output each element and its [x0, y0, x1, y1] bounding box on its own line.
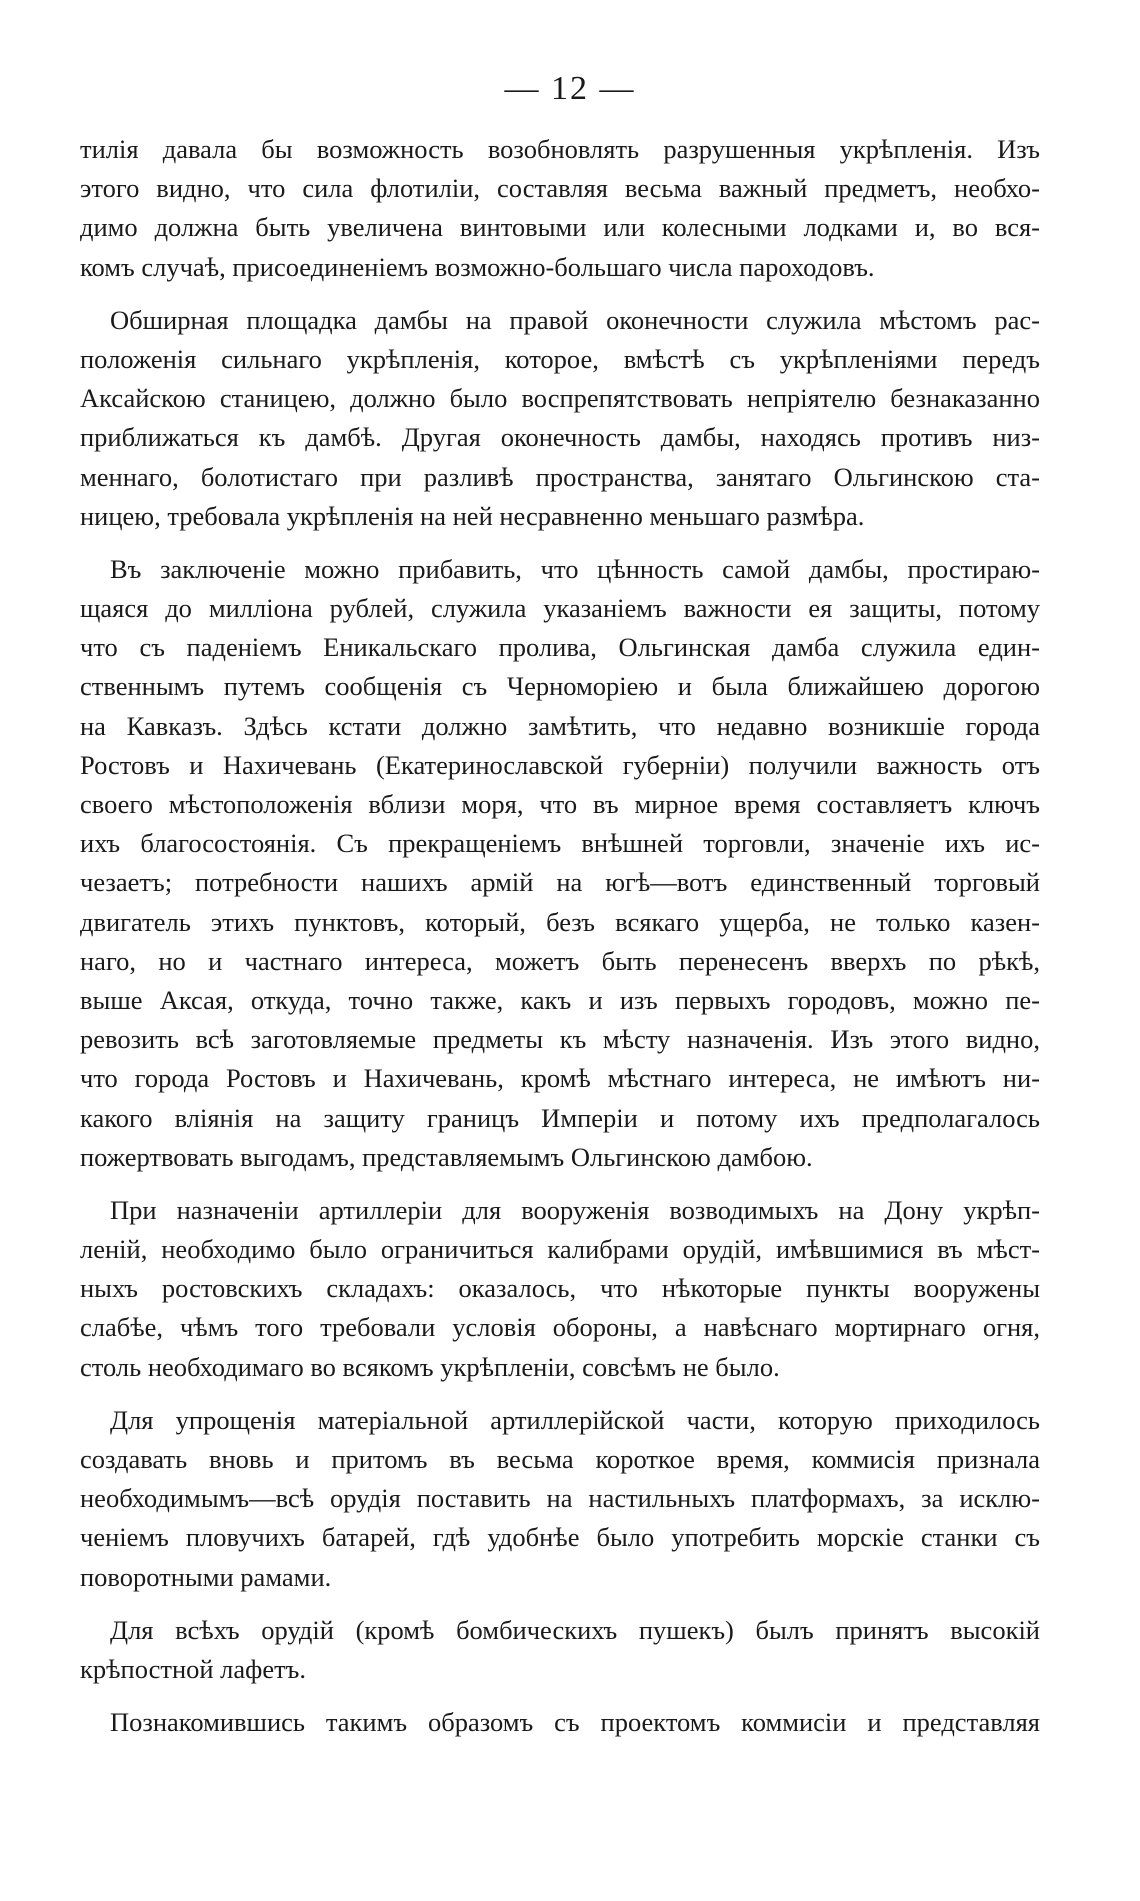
text-line: наго, но и частнаго интереса, можетъ быть перенесенъ вверхъ по рѣкѣ, [80, 945, 1040, 976]
text-line: меннаго, болотистаго при разливѣ пространства, занятаго Ольгинскою ста- [80, 461, 1040, 492]
text-line: на Кавказъ. Здѣсь кстати должно замѣтить, что недавно возникшіе города [80, 710, 1040, 741]
text-line: слабѣе, чѣмъ того требовали условія обороны, а навѣснаго мортирнаго огня, [80, 1312, 1040, 1343]
text-line: Въ заключеніе можно прибавить, что цѣнность самой дамбы, простираю- [110, 553, 1040, 584]
text-line: двигатель этихъ пунктовъ, который, безъ всякаго ущерба, не только казен- [80, 906, 1040, 937]
text-line: необходимымъ—всѣ орудія поставить на настильныхъ платформахъ, за исклю- [80, 1483, 1040, 1514]
text-line: Обширная площадка дамбы на правой оконечности служила мѣстомъ рас- [110, 304, 1040, 335]
text-line: щаяся до милліона рублей, служила указаніемъ важности ея защиты, потому [80, 593, 1040, 624]
text-line: ревозить всѣ заготовляемые предметы къ мѣсту назначенія. Изъ этого видно, [80, 1024, 1040, 1055]
text-line: ственнымъ путемъ сообщенія съ Черноморіею и была ближайшею дорогою [80, 671, 1040, 702]
text-line: ныхъ ростовскихъ складахъ: оказалось, что нѣкоторые пункты вооружены [80, 1273, 1040, 1304]
text-line: столь необходимаго во всякомъ укрѣпленіи, совсѣмъ не было. [80, 1351, 780, 1382]
text-line: Для упрощенія матеріальной артиллерійской части, которую приходилось [110, 1404, 1040, 1435]
text-line: Аксайскою станицею, должно было воспрепятствовать непріятелю безнаказанно [80, 383, 1040, 414]
text-line: что города Ростовъ и Нахичевань, кромѣ мѣстнаго интереса, не имѣютъ ни- [80, 1063, 1040, 1094]
text-line: этого видно, что сила флотиліи, составляя весьма важный предметъ, необхо- [80, 173, 1040, 204]
text-line: Ростовъ и Нахичевань (Екатеринославской губерніи) получили важность отъ [80, 749, 1040, 780]
paragraph-5 [80, 1401, 1040, 1597]
paragraph-3 [80, 550, 1040, 1177]
text-line: приближаться къ дамбѣ. Другая оконечность дамбы, находясь противъ низ- [80, 422, 1040, 453]
text-line: какого вліянія на защиту границъ Имперіи и потому ихъ предполагалось [80, 1102, 1040, 1133]
text-line: комъ случаѣ, присоединеніемъ возможно-большаго числа пароходовъ. [80, 251, 875, 282]
text-line: что съ паденіемъ Еникальскаго пролива, Ольгинская дамба служила един- [80, 632, 1040, 663]
text-line: пожертвовать выгодамъ, представляемымъ Ольгинскою дамбою. [80, 1141, 813, 1172]
paragraph-1 [80, 130, 1040, 287]
text-line: Для всѣхъ орудій (кромѣ бомбическихъ пушекъ) былъ принятъ высокій [110, 1614, 1040, 1645]
text-line: Познакомившись такимъ образомъ съ проектомъ коммисіи и представляя [110, 1707, 1040, 1738]
text-line: чезаетъ; потребности нашихъ армій на югѣ—вотъ единственный торговый [80, 867, 1040, 898]
paragraph-7 [80, 1703, 1040, 1742]
paragraph-4 [80, 1191, 1040, 1387]
text-line: создавать вновь и притомъ въ весьма короткое время, коммисія признала [80, 1444, 1040, 1474]
text-line: ихъ благосостоянія. Съ прекращеніемъ внѣшней торговли, значеніе ихъ ис- [80, 828, 1040, 859]
text-line: димо должна быть увеличена винтовыми или колесными лодками и, во вся- [80, 212, 1040, 243]
text-line: ницею, требовала укрѣпленія на ней несравненно меньшаго размѣра. [80, 500, 865, 531]
text-line: положенія сильнаго укрѣпленія, которое, вмѣстѣ съ укрѣпленіями передъ [80, 343, 1040, 374]
page-number: — 12 — [504, 70, 636, 107]
text-line: ченіемъ пловучихъ батарей, гдѣ удобнѣе было употребить морскіе станки съ [80, 1522, 1040, 1553]
text-line: поворотными рамами. [80, 1561, 332, 1592]
text-line: крѣпостной лафетъ. [80, 1653, 307, 1684]
text-line: своего мѣстоположенія вблизи моря, что въ мирное время составляетъ ключъ [80, 789, 1040, 819]
text-line: тилія давала бы возможность возобновлять разрушенныя укрѣпленія. Изъ [80, 134, 1040, 164]
paragraph-6 [80, 1611, 1040, 1689]
text-line: леній, необходимо было ограничиться калибрами орудій, имѣвшимися въ мѣст- [80, 1234, 1040, 1265]
text-line: При назначеніи артиллеріи для вооруженія возводимыхъ на Дону укрѣп- [110, 1194, 1040, 1225]
body-text [80, 130, 1040, 1756]
text-line: выше Аксая, откуда, точно также, какъ и изъ первыхъ городовъ, можно пе- [80, 984, 1040, 1015]
paragraph-2 [80, 301, 1040, 536]
